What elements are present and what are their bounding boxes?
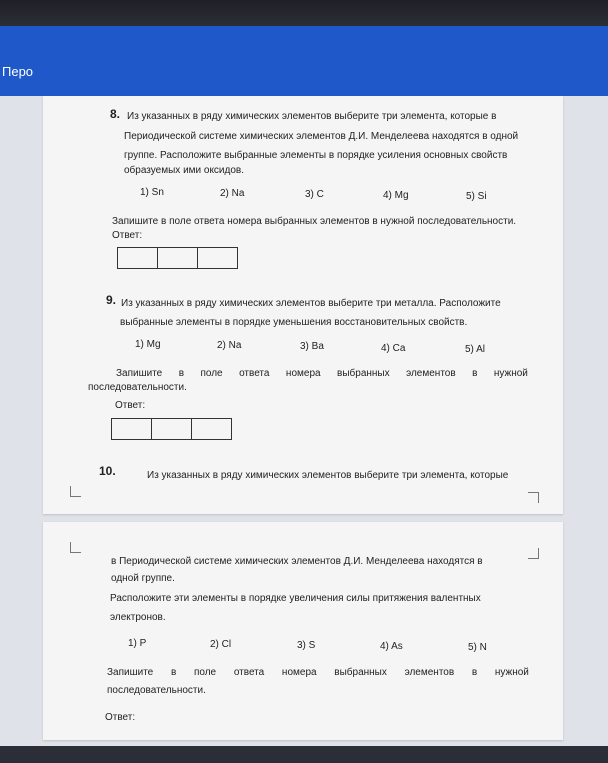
- document-page-2: [43, 522, 563, 740]
- q10-instruction-word: выбранных: [334, 667, 387, 678]
- q8-text-line-2: Периодической системе химических элементов Д.И. Менделеева находятся в одной: [124, 131, 519, 142]
- q10-answer-label: Ответ:: [105, 712, 136, 723]
- q9-instruction-line-2: последовательности.: [88, 382, 187, 393]
- q9-answer-cell-2[interactable]: [152, 419, 192, 439]
- q10-text-line-3: одной группе.: [111, 573, 175, 584]
- q8-option-1: 1) Sn: [140, 187, 164, 198]
- q9-answer-field[interactable]: [111, 418, 232, 440]
- q10-text-line-2: в Периодической системе химических элементов Д.И. Менделеева находятся в: [111, 556, 483, 567]
- q10-option-3: 3) S: [297, 640, 316, 651]
- q10-text-line-4: Расположите эти элементы в порядке увеличения силы притяжения валентных: [110, 593, 481, 604]
- q9-answer-cell-3[interactable]: [192, 419, 231, 439]
- app-title: Перо: [2, 64, 34, 79]
- q9-option-5: 5) Al: [465, 344, 486, 355]
- q10-instruction-word: поле: [193, 667, 217, 678]
- q9-option-4: 4) Ca: [381, 343, 406, 354]
- q9-option-1: 1) Mg: [135, 339, 161, 350]
- q8-text-line-4: образуемых ими оксидов.: [124, 165, 245, 176]
- q9-text-line-1: Из указанных в ряду химических элементов выберите три металла. Расположите: [121, 298, 501, 309]
- app-header-bar: [0, 26, 608, 96]
- q10-option-5: 5) N: [468, 642, 487, 653]
- q9-instruction-line-1: [116, 368, 528, 379]
- q9-text-line-2: выбранные элементы в порядке уменьшения восстановительных свойств.: [120, 317, 468, 328]
- q8-option-4: 4) Mg: [383, 190, 409, 201]
- q10-text-line-1: Из указанных в ряду химических элементов выберите три элемента, которые: [147, 470, 509, 481]
- q9-instruction-word: номера: [285, 368, 321, 379]
- q9-instruction-word: нужной: [493, 368, 528, 379]
- q8-option-2: 2) Na: [220, 188, 245, 199]
- q10-number: 10.: [99, 464, 116, 478]
- q9-option-2: 2) Na: [217, 340, 242, 351]
- q8-answer-cell-1[interactable]: [118, 248, 158, 268]
- q8-answer-cell-3[interactable]: [198, 248, 237, 268]
- page-corner-mark: [528, 548, 539, 559]
- page-corner-mark: [70, 486, 81, 497]
- q9-number: 9.: [106, 293, 117, 307]
- q9-instruction-word: ответа: [239, 368, 270, 379]
- q10-instruction-word: в: [170, 667, 177, 678]
- q9-instruction-word: поле: [200, 368, 223, 379]
- q8-answer-cell-2[interactable]: [158, 248, 198, 268]
- q8-option-5: 5) Si: [466, 191, 487, 202]
- q8-text-line-3: группе. Расположите выбранные элементы в порядке усиления основных свойств: [124, 150, 508, 161]
- q10-instruction-line-1: [107, 667, 529, 678]
- q10-instruction-line-2: последовательности.: [107, 685, 206, 696]
- q8-number: 8.: [110, 107, 121, 121]
- q9-option-3: 3) Ba: [300, 341, 324, 352]
- q10-instruction-word: ответа: [233, 667, 265, 678]
- q9-instruction-word: в: [178, 368, 185, 379]
- screen-bezel-bottom: [0, 746, 608, 763]
- page-corner-mark: [528, 492, 539, 503]
- q10-instruction-word: элементов: [404, 667, 455, 678]
- q10-instruction-word: нужной: [494, 667, 529, 678]
- q9-instruction-word: в: [472, 368, 478, 379]
- q10-instruction-word: номера: [281, 667, 317, 678]
- q10-instruction-word: в: [471, 667, 478, 678]
- q9-instruction-word: выбранных: [337, 368, 390, 379]
- q9-answer-cell-1[interactable]: [112, 419, 152, 439]
- q8-instruction: Запишите в поле ответа номера выбранных элементов в нужной последовательности.: [112, 216, 517, 227]
- q9-answer-label: Ответ:: [115, 400, 146, 411]
- q10-option-1: 1) P: [128, 638, 147, 649]
- q10-text-line-5: электронов.: [110, 612, 166, 623]
- q8-answer-label: Ответ:: [112, 230, 143, 241]
- q9-instruction-word: Запишите: [116, 368, 163, 379]
- q8-text-line-1: Из указанных в ряду химических элементов выберите три элемента, которые в: [127, 111, 497, 122]
- q10-option-4: 4) As: [380, 641, 403, 652]
- screen-bezel-top: [0, 0, 608, 26]
- q10-option-2: 2) Cl: [210, 639, 232, 650]
- q9-instruction-word: элементов: [406, 368, 456, 379]
- q8-option-3: 3) C: [305, 189, 324, 200]
- q8-answer-field[interactable]: [117, 247, 238, 269]
- page-corner-mark: [70, 542, 81, 553]
- q10-instruction-word: Запишите: [107, 667, 154, 678]
